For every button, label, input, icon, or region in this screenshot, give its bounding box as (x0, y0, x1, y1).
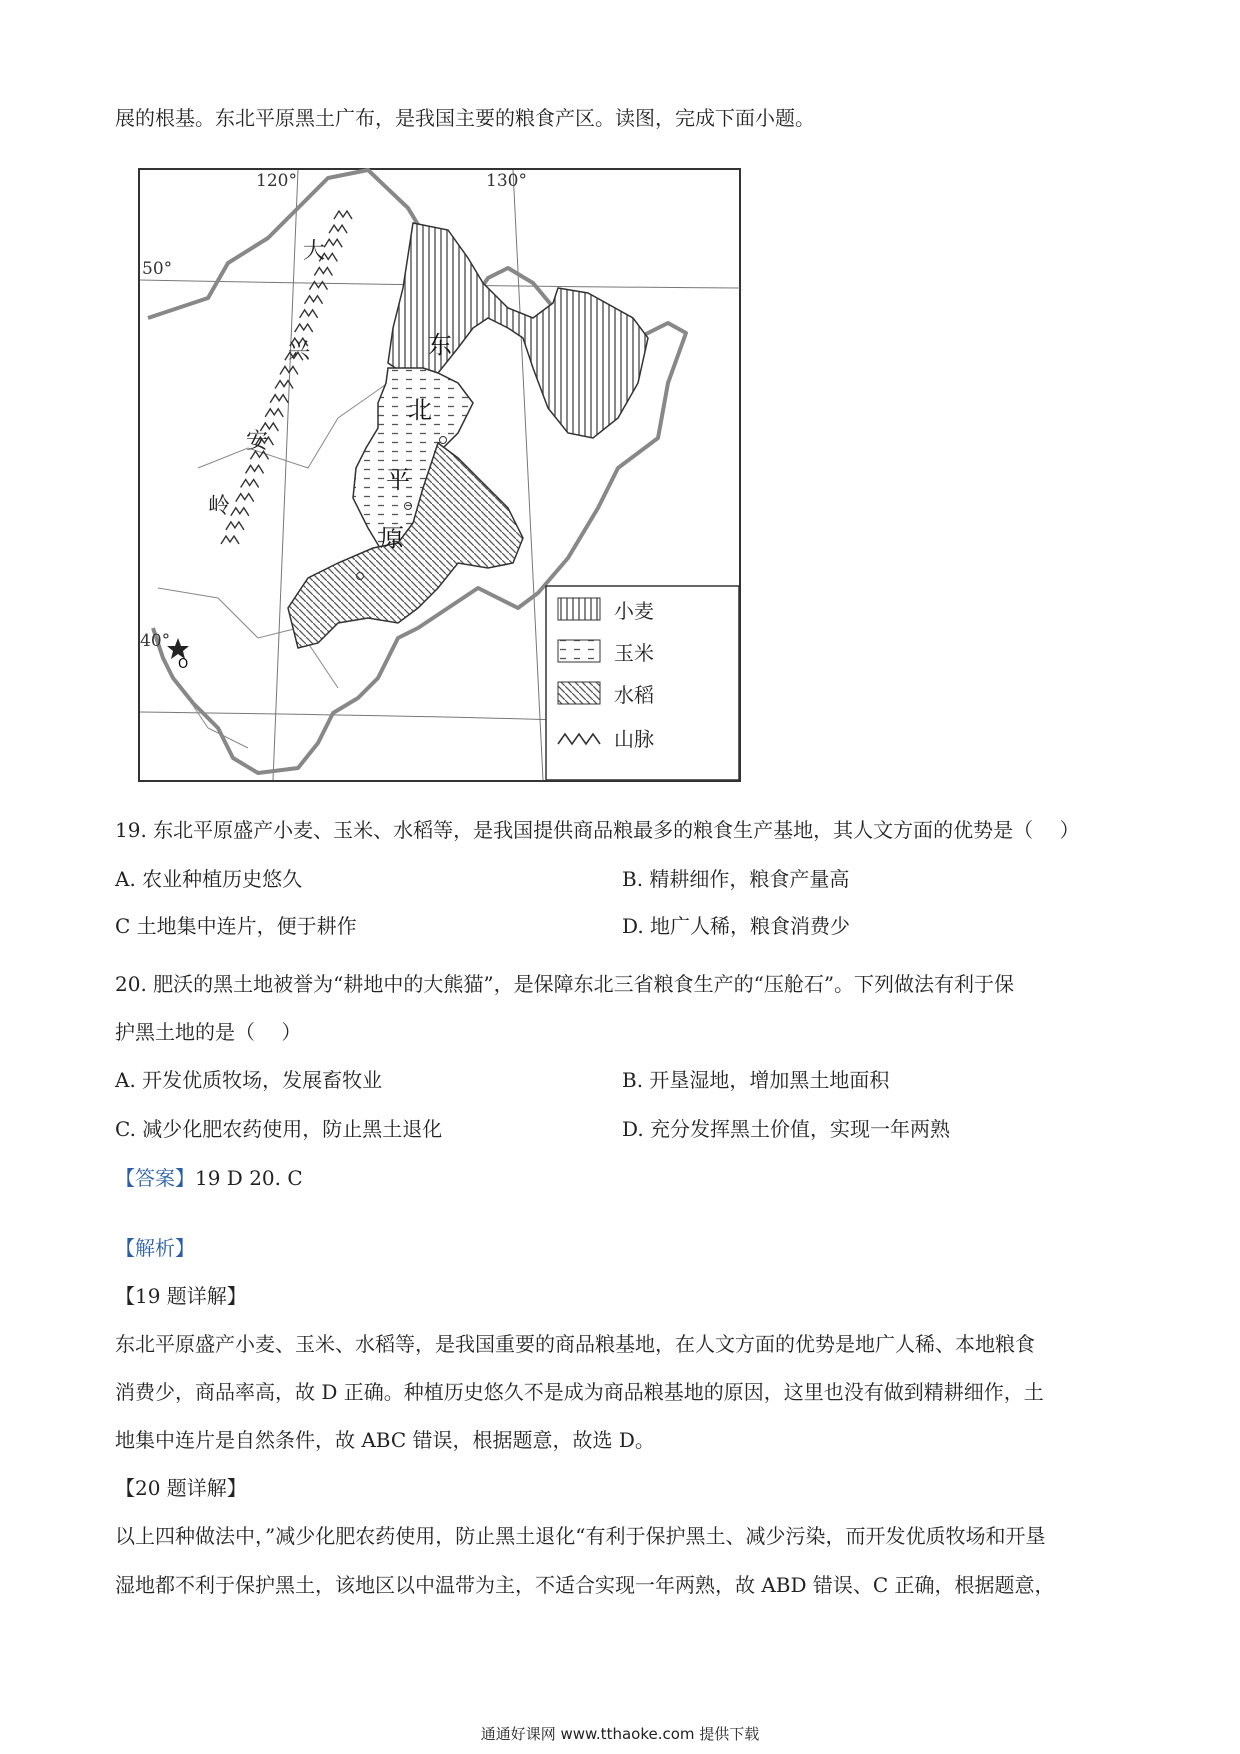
mountain-char-4: 岭 (208, 494, 231, 519)
q19-option-c: C 土地集中连片，便于耕作 (115, 914, 357, 938)
lon-label-120: 120° (256, 171, 297, 191)
lat-label-40: 40° (140, 631, 171, 651)
q20-detail-line2: 湿地都不利于保护黑土，该地区以中温带为主，不适合实现一年两熟，故 ABD 错误、C 正确，根据题意， (115, 1573, 1055, 1597)
q20-stem-line2: 护黑土地的是（ ） (115, 1020, 302, 1044)
plain-char-1: 东 (428, 331, 452, 359)
plain-char-3: 平 (386, 466, 410, 494)
plain-char-4: 原 (380, 524, 404, 552)
mountain-char-1: 大 (303, 239, 326, 264)
answer-line (115, 1166, 303, 1190)
map-legend (546, 586, 739, 780)
q19-detail-line3: 地集中连片是自然条件，故 ABC 错误，根据题意，故选 D。 (115, 1428, 655, 1452)
legend-wheat: 小麦 (614, 599, 654, 623)
northeast-plain-map (138, 168, 741, 782)
q20-detail-line1: 以上四种做法中，”减少化肥农药使用，防止黑土退化“有利于保护黑土、减少污染，而开发优质牧场和开垦 (115, 1524, 1046, 1548)
legend-corn: 玉米 (614, 641, 654, 665)
q19-stem: 19. 东北平原盛产小麦、玉米、水稻等，是我国提供商品粮最多的粮食生产基地，其人文方面的优势是（ ） (115, 818, 1080, 842)
mountain-char-3: 安 (246, 429, 269, 454)
svg-text:O: O (178, 657, 189, 672)
q19-option-d: D. 地广人稀，粮食消费少 (622, 914, 851, 938)
q19-detail-line1: 东北平原盛产小麦、玉米、水稻等，是我国重要的商品粮基地，在人文方面的优势是地广人稀、本地粮食 (115, 1332, 1035, 1356)
answer-label: 【答案】 (115, 1166, 195, 1190)
intro-text: 展的根基。东北平原黑土广布，是我国主要的粮食产区。读图，完成下面小题。 (115, 106, 815, 130)
q20-option-d: D. 充分发挥黑土价值，实现一年两熟 (622, 1117, 951, 1141)
legend-rice: 水稻 (614, 683, 654, 707)
page-footer[interactable]: 通通好课网 www.tthaoke.com 提供下载 (480, 1725, 760, 1743)
mountain-char-2: 兴 (288, 339, 311, 364)
lon-label-130: 130° (486, 171, 527, 191)
q19-detail-line2: 消费少，商品率高，故 D 正确。种植历史悠久不是成为商品粮基地的原因，这里也没有做到精耕细作，土 (115, 1380, 1044, 1404)
q20-option-a: A. 开发优质牧场，发展畜牧业 (115, 1068, 383, 1092)
lat-label-50: 50° (142, 259, 173, 279)
q20-option-c: C. 减少化肥农药使用，防止黑土退化 (115, 1117, 443, 1141)
legend-mountain: 山脉 (614, 727, 654, 751)
answer-text: 19 D 20. C (195, 1166, 303, 1190)
q19-option-b: B. 精耕细作，粮食产量高 (622, 867, 850, 891)
q20-stem-line1: 20. 肥沃的黑土地被誉为“耕地中的大熊猫”，是保障东北三省粮食生产的“压舱石”。下列做法有利于保 (115, 972, 1015, 996)
q19-option-a: A. 农业种植历史悠久 (115, 867, 303, 891)
q20-option-b: B. 开垦湿地，增加黑土地面积 (622, 1068, 890, 1092)
q19-detail-heading: 【19 题详解】 (115, 1284, 247, 1308)
plain-char-2: 北 (408, 396, 432, 424)
analysis-label: 【解析】 (115, 1236, 195, 1260)
q20-detail-heading: 【20 题详解】 (115, 1476, 247, 1500)
